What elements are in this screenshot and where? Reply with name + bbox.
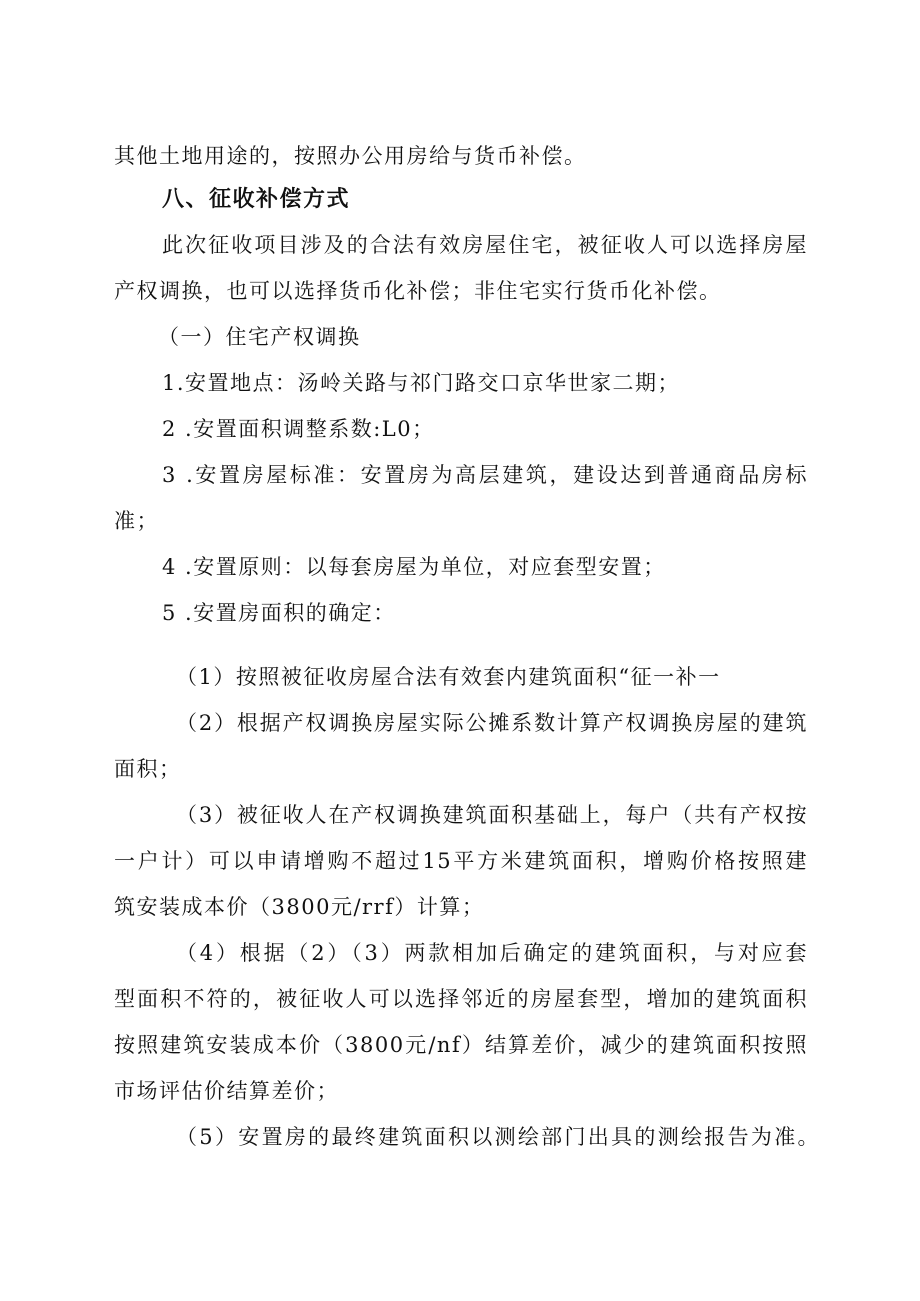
line-text: 一户计）可以申请增购不超过15平方米建筑面积，增购价格按照建 bbox=[114, 849, 808, 873]
line-text: 5 .安置房面积的确定： bbox=[162, 601, 396, 625]
paragraph-line bbox=[114, 892, 484, 922]
line-text: 产权调换，也可以选择货币化补偿；非住宅实行货币化补偿。 bbox=[114, 279, 722, 303]
line-text: （4）根据（2）（3）两款相加后确定的建筑面积，与对应套 bbox=[176, 941, 808, 965]
subsection-heading bbox=[158, 322, 361, 352]
paragraph-line bbox=[162, 230, 808, 260]
paragraph-line bbox=[114, 846, 808, 876]
line-text: 面积； bbox=[114, 757, 182, 781]
line-text: 2 .安置面积调整系数:L0； bbox=[162, 417, 435, 441]
paragraph-line bbox=[114, 984, 808, 1014]
list-item bbox=[176, 938, 808, 968]
line-text: 筑安装成本价（3800元/rrf）计算； bbox=[114, 895, 485, 919]
line-text: （1）按照被征收房屋合法有效套内建筑面积“征一补一 bbox=[176, 665, 721, 689]
list-item bbox=[176, 1122, 820, 1152]
line-text: （3）被征收人在产权调换建筑面积基础上，每户（共有产权按 bbox=[176, 803, 808, 827]
line-text: （5）安置房的最终建筑面积以测绘部门出具的测绘报告为准。 bbox=[176, 1125, 820, 1149]
list-item bbox=[176, 708, 808, 738]
list-item bbox=[176, 800, 808, 830]
line-text: 准； bbox=[114, 509, 159, 533]
list-item bbox=[162, 460, 808, 490]
line-text: 市场评估价结算差价； bbox=[114, 1079, 339, 1103]
paragraph-line bbox=[114, 1076, 339, 1106]
line-text: 1.安置地点：汤岭关路与祁门路交口京华世家二期； bbox=[162, 371, 681, 395]
line-text: 4 .安置原则：以每套房屋为单位，对应套型安置； bbox=[162, 555, 666, 579]
paragraph-line bbox=[114, 754, 182, 784]
line-text: 按照建筑安装成本价（3800元/nf）结算差价，减少的建筑面积按照 bbox=[114, 1033, 808, 1057]
list-item bbox=[176, 662, 721, 692]
list-item bbox=[162, 598, 396, 628]
heading-text: 八、征收补偿方式 bbox=[162, 187, 351, 212]
subheading-text: （一）住宅产权调换 bbox=[158, 325, 361, 349]
paragraph-line bbox=[114, 1030, 808, 1060]
line-text: 3 .安置房屋标准：安置房为高层建筑，建设达到普通商品房标 bbox=[162, 463, 808, 487]
section-heading bbox=[162, 185, 350, 215]
paragraph-line bbox=[114, 506, 159, 536]
list-item bbox=[162, 414, 435, 444]
list-item bbox=[162, 368, 680, 398]
line-text: 其他土地用途的，按照办公用房给与货币补偿。 bbox=[114, 144, 587, 168]
line-text: 型面积不符的，被征收人可以选择邻近的房屋套型，增加的建筑面积 bbox=[114, 987, 808, 1011]
paragraph-line bbox=[114, 276, 722, 306]
list-item bbox=[162, 552, 666, 582]
line-text: 此次征收项目涉及的合法有效房屋住宅，被征收人可以选择房屋 bbox=[162, 233, 808, 257]
paragraph-line bbox=[114, 141, 587, 171]
line-text: （2）根据产权调换房屋实际公摊系数计算产权调换房屋的建筑 bbox=[176, 711, 808, 735]
